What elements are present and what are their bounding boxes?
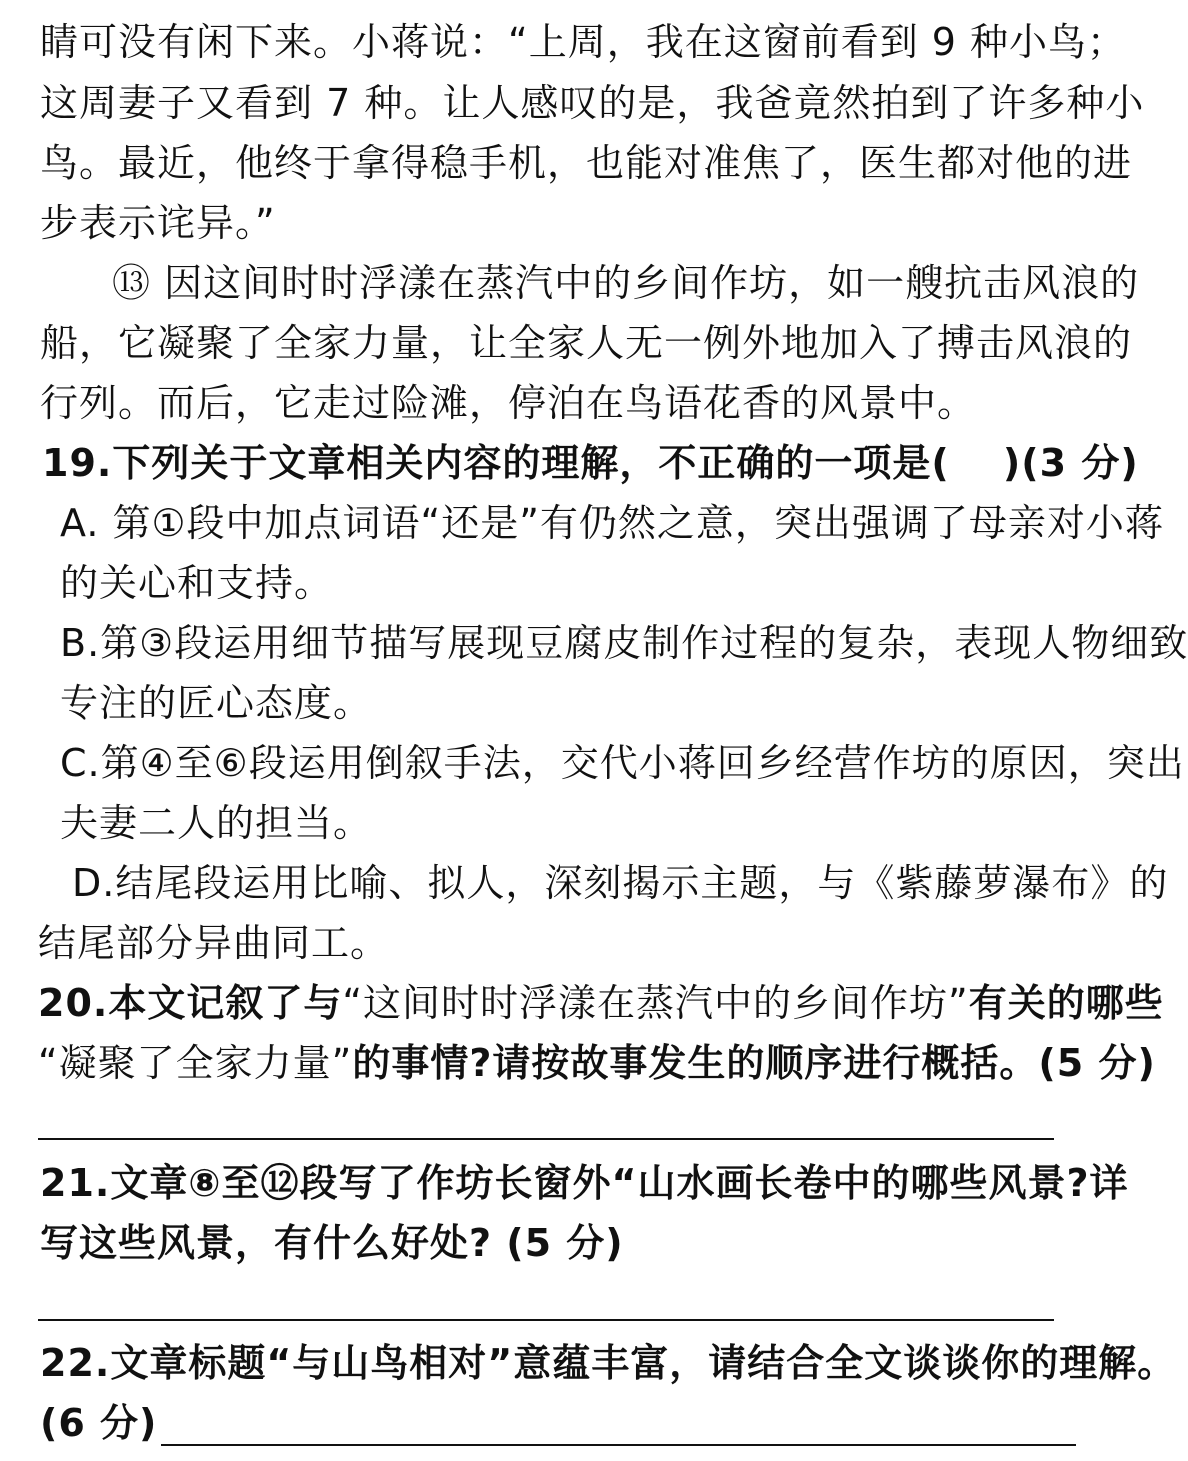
q21-answer-line[interactable]	[38, 1319, 1054, 1321]
q19-option-c: C.第④至⑥段运用倒叙手法，交代小蒋回乡经营作坊的原因，突出	[60, 741, 1185, 785]
q19-option-d: D.结尾段运用比喻、拟人，深刻揭示主题，与《紫藤萝瀑布》的	[72, 861, 1169, 905]
q19-option-d-cont: 结尾部分异曲同工。	[38, 921, 390, 965]
q19-option-c-cont: 夫妻二人的担当。	[60, 801, 373, 845]
q20-text: 的事情?请按故事发生的顺序进行概括。(5 分)	[352, 1041, 1156, 1085]
passage-line: 步表示诧异。”	[40, 201, 276, 245]
question-19-stem: 19.下列关于文章相关内容的理解，不正确的一项是( )(3 分)	[42, 441, 1139, 485]
question-22-stem-cont	[40, 1400, 1055, 1446]
question-20-stem-line2	[38, 1040, 1156, 1086]
q19-option-a: A. 第①段中加点词语“还是”有仍然之意，突出强调了母亲对小蒋	[60, 501, 1164, 545]
question-20-stem-line1	[38, 980, 1164, 1026]
q20-answer-line[interactable]	[38, 1138, 1054, 1140]
passage-line: 行列。而后，它走过险滩，停泊在鸟语花香的风景中。	[40, 381, 977, 425]
passage-line: 船，它凝聚了全家力量，让全家人无一例外地加入了搏击风浪的	[40, 321, 1133, 365]
q19-option-b-cont: 专注的匠心态度。	[60, 681, 373, 725]
passage-paragraph-13: ⑬ 因这间时时浮漾在蒸汽中的乡间作坊，如一艘抗击风浪的	[112, 261, 1140, 305]
q19-option-a-cont: 的关心和支持。	[60, 561, 334, 605]
passage-line: 这周妻子又看到 7 种。让人感叹的是，我爸竟然拍到了许多种小	[40, 81, 1145, 125]
q22-answer-line[interactable]	[161, 1410, 1076, 1446]
q19-option-b: B.第③段运用细节描写展现豆腐皮制作过程的复杂，表现人物细致	[60, 621, 1188, 665]
q20-quote: “凝聚了全家力量”	[38, 1041, 353, 1085]
q20-text: 20.本文记叙了与	[38, 981, 343, 1025]
q20-text: 有关的哪些	[968, 981, 1164, 1025]
q20-quote: “这间时时浮漾在蒸汽中的乡间作坊”	[342, 981, 969, 1025]
passage-line: 鸟。最近，他终于拿得稳手机，也能对准焦了，医生都对他的进	[40, 141, 1133, 185]
passage-line: 睛可没有闲下来。小蒋说：“上周，我在这窗前看到 9 种小鸟；	[40, 20, 1127, 64]
question-21-stem: 21.文章⑧至⑫段写了作坊长窗外“山水画长卷中的哪些风景?详	[40, 1161, 1129, 1205]
question-22-stem: 22.文章标题“与山鸟相对”意蕴丰富，请结合全文谈谈你的理解。	[40, 1341, 1177, 1385]
q22-points: (6 分)	[40, 1401, 158, 1445]
question-21-stem-cont: 写这些风景，有什么好处? (5 分)	[40, 1221, 624, 1265]
